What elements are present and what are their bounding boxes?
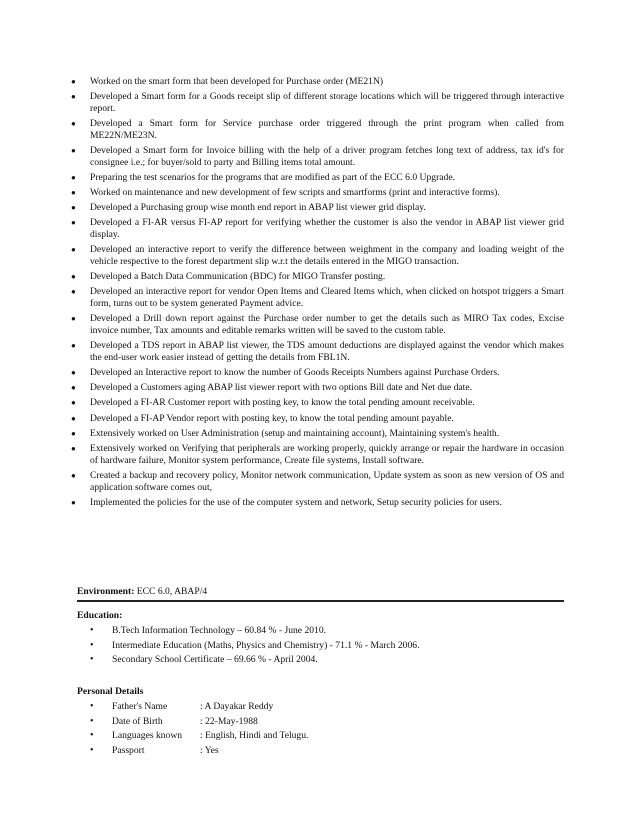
- work-item-text: Developed a Smart form for Invoice billing with the help of a driver program fetches long text of address, tax id's for consignee i.e.; for buyer/sold to party and Billing items total amount.: [90, 145, 564, 168]
- personal-item: [88, 729, 558, 744]
- personal-item-key: Date of Birth: [112, 715, 163, 727]
- work-item: [70, 118, 564, 142]
- work-item: [70, 340, 564, 364]
- bullet-icon: ●: [71, 368, 76, 378]
- work-item-text: Worked on the smart form that been developed for Purchase order (ME21N): [90, 76, 384, 87]
- work-item-text: Extensively worked on Verifying that peripherals are working properly, quickly arrange or repair the hardware in occasion of hardware failure, Monitor system performance, Create file systems, Install software.: [90, 442, 564, 466]
- work-item: [70, 397, 564, 409]
- bullet-icon: •: [90, 730, 94, 742]
- personal-item-value: : 22-May-1988: [200, 715, 258, 727]
- bullet-icon: ●: [71, 272, 76, 282]
- work-item: [70, 497, 564, 509]
- work-item-text: Developed a FI-AP Vendor report with posting key, to know the total pending amount payable.: [90, 412, 454, 424]
- work-item-text: Developed a Purchasing group wise month end report in ABAP list viewer grid display.: [90, 202, 426, 214]
- personal-details-heading: Personal Details: [77, 686, 144, 697]
- personal-details-list: [88, 700, 558, 758]
- bullet-icon: •: [90, 625, 94, 636]
- bullet-icon: ●: [71, 77, 76, 86]
- work-item: [70, 382, 564, 394]
- work-item-text: Developed a FI-AR Customer report with posting key, to know the total pending amount receivable.: [90, 397, 475, 409]
- work-item-text: Developed a Smart form for a Goods receipt slip of different storage locations which will be triggered through interactive report.: [90, 91, 564, 114]
- work-item-text: Developed an interactive report for vendor Open Items and Cleared Items which, when clicked on hotspot triggers a Smart form, turns out to be system generated Payment advice.: [90, 286, 564, 310]
- education-item: [88, 624, 558, 639]
- work-item-text: Extensively worked on User Administration (setup and maintaining account), Maintaining system's health.: [90, 427, 500, 439]
- work-item-text: Implemented the policies for the use of the computer system and network, Setup security policies for users.: [90, 496, 502, 508]
- education-list: [88, 624, 558, 668]
- education-heading: Education:: [77, 610, 123, 621]
- bullet-icon: ●: [71, 92, 76, 102]
- work-item: [70, 187, 564, 199]
- education-item: [88, 653, 558, 668]
- work-item-text: Developed a Drill down report against the Purchase order number to get the details such as MIRO Tax codes, Excise invoice number, Tax amounts and editable remarks written will be saved to the custom table.: [90, 313, 564, 337]
- personal-item: [88, 715, 558, 730]
- bullet-icon: ●: [71, 188, 76, 198]
- bullet-icon: •: [90, 715, 94, 727]
- education-item-text: B.Tech Information Technology – 60.84 % - June 2010.: [112, 625, 327, 636]
- work-experience-list: [70, 76, 564, 512]
- environment-line: [77, 586, 564, 602]
- bullet-icon: •: [90, 639, 94, 651]
- work-item: [70, 76, 564, 88]
- work-item: [70, 202, 564, 214]
- bullet-icon: •: [90, 654, 94, 666]
- bullet-icon: ●: [71, 172, 76, 182]
- personal-item-value: : English, Hindi and Telugu.: [200, 730, 309, 742]
- work-item: [70, 145, 564, 169]
- bullet-icon: ●: [71, 443, 76, 453]
- work-item-text: Worked on maintenance and new development of few scripts and smartforms (print and interactive forms).: [90, 187, 500, 199]
- bullet-icon: ●: [71, 398, 76, 408]
- environment-value: ECC 6.0, ABAP/4: [134, 586, 208, 597]
- work-item: [70, 172, 564, 184]
- bullet-icon: ●: [71, 383, 76, 393]
- environment-label: Environment:: [77, 586, 135, 597]
- work-item: [70, 271, 564, 283]
- work-item-text: Developed a Batch Data Communication (BDC) for MIGO Transfer posting.: [90, 271, 386, 283]
- education-item-text: Secondary School Certificate – 69.66 % - April 2004.: [112, 654, 318, 666]
- personal-item-key: Father's Name: [112, 701, 168, 712]
- work-item: [70, 413, 564, 425]
- work-item-text: Created a backup and recovery policy, Monitor network communication, Update system as soon as new version of OS and application software comes out,: [90, 469, 564, 493]
- bullet-icon: ●: [71, 428, 76, 438]
- personal-item-key: Languages known: [112, 730, 183, 742]
- work-item-text: Developed an interactive report to verify the difference between weighment in the company and loading weight of the vehicle respective to the forest department slip w.r.t the details entered in the MIGO transaction.: [90, 244, 564, 268]
- work-item: [70, 313, 564, 337]
- personal-item-key: Passport: [112, 744, 145, 756]
- work-item-text: Developed a FI-AR versus FI-AP report for verifying whether the customer is also the vendor in ABAP list viewer grid display.: [90, 217, 564, 241]
- bullet-icon: ●: [71, 287, 76, 297]
- bullet-icon: ●: [71, 314, 76, 324]
- work-item-text: Developed a TDS report in ABAP list viewer, the TDS amount deductions are displayed against the vendor which makes the end-user work easier instead of getting the details from FBL1N.: [90, 340, 564, 364]
- work-item: [70, 470, 564, 494]
- education-item: [88, 639, 558, 654]
- bullet-icon: ●: [71, 341, 76, 351]
- work-item: [70, 286, 564, 310]
- personal-item-value: : A Dayakar Reddy: [200, 701, 274, 712]
- bullet-icon: ●: [71, 470, 76, 480]
- work-item-text: Developed a Customers aging ABAP list viewer report with two options Bill date and Net due date.: [90, 382, 472, 394]
- work-item: [70, 91, 564, 115]
- bullet-icon: ●: [71, 245, 76, 255]
- work-item: [70, 428, 564, 440]
- work-item: [70, 367, 564, 379]
- personal-item-value: : Yes: [200, 744, 219, 756]
- bullet-icon: ●: [71, 413, 76, 423]
- bullet-icon: ●: [71, 497, 76, 507]
- work-item: [70, 217, 564, 241]
- personal-item: [88, 700, 558, 715]
- bullet-icon: ●: [71, 203, 76, 213]
- bullet-icon: ●: [71, 218, 76, 228]
- bullet-icon: •: [90, 744, 94, 756]
- work-item-text: Developed an Interactive report to know the number of Goods Receipts Numbers against Purchase Orders.: [90, 367, 500, 379]
- education-item-text: Intermediate Education (Maths, Physics and Chemistry) - 71.1 % - March 2006.: [112, 639, 420, 651]
- bullet-icon: ●: [71, 119, 76, 129]
- work-item-text: Preparing the test scenarios for the programs that are modified as part of the ECC 6.0 Upgrade.: [90, 171, 455, 183]
- personal-item: [88, 744, 558, 759]
- work-item-text: Developed a Smart form for Service purchase order triggered through the print program when called from ME22N/ME23N.: [90, 118, 564, 141]
- work-item: [70, 443, 564, 467]
- work-item: [70, 244, 564, 268]
- bullet-icon: ●: [71, 146, 76, 156]
- bullet-icon: •: [90, 701, 94, 712]
